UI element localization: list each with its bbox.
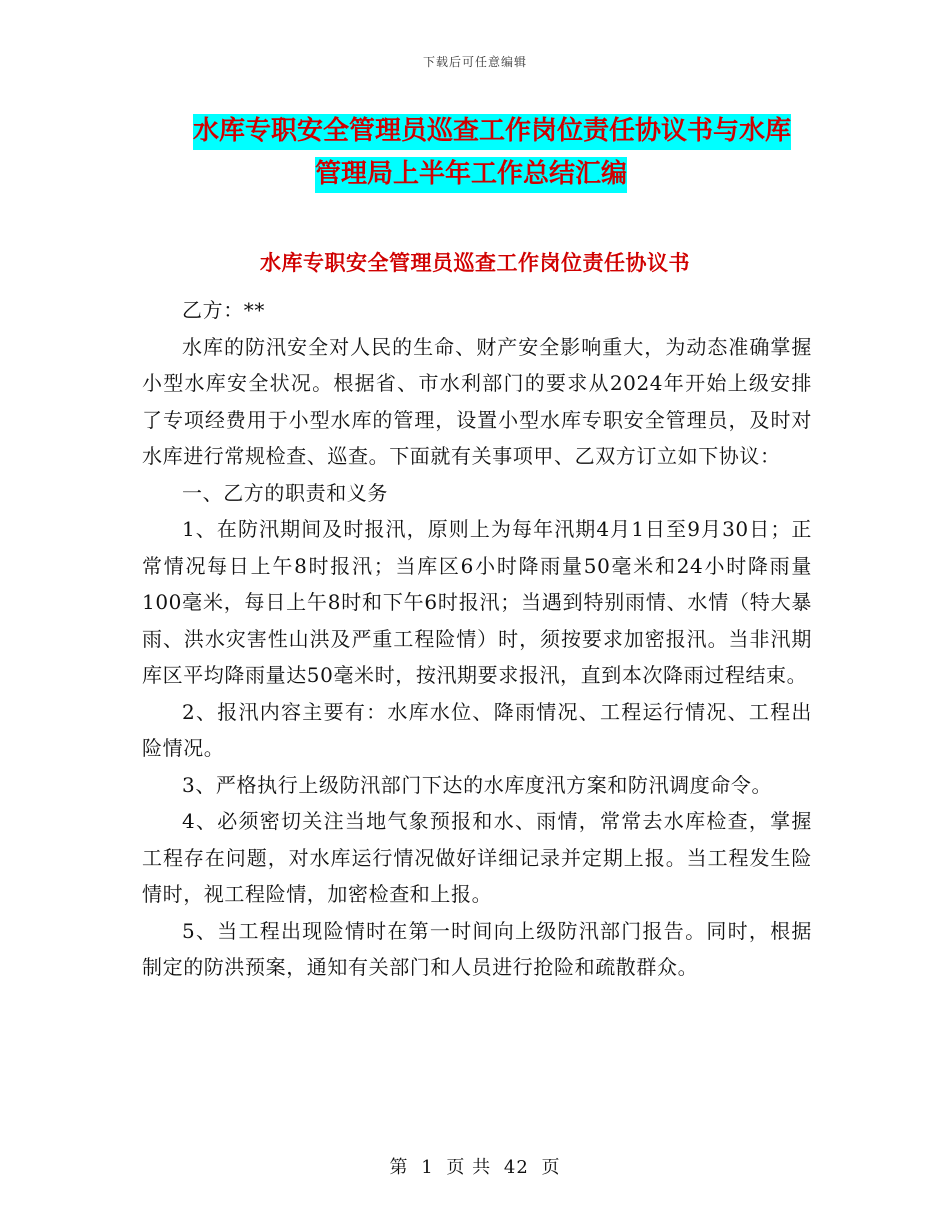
title-line-2 <box>140 153 810 196</box>
title-line-2-text: 管理局上半年工作总结汇编 <box>315 157 627 193</box>
clause-1: 1、在防汛期间及时报汛，原则上为每年汛期4月1日至9月30日；正常情况每日上午8时报汛；当库区6小时降雨量50毫米和24小时降雨量100毫米，每日上午8时和下午6时报汛；当遇到特别雨情、水情（特大暴雨、洪水灾害性山洪及严重工程险情）时，须按要求加密报汛。当非汛期库区平均降雨量达50毫米时，按汛期要求报汛，直到本次降雨过程结束。 <box>142 517 812 687</box>
section-title: 水库专职安全管理员巡查工作岗位责任协议书 <box>260 251 690 275</box>
page-footer <box>0 1153 950 1179</box>
section-heading: 一、乙方的职责和义务 <box>182 480 388 505</box>
paragraph-intro: 水库的防汛安全对人民的生命、财产安全影响重大，为动态准确掌握小型水库安全状况。根据省、市水利部门的要求从2024年开始上级安排了专项经费用于小型水库的管理，设置小型水库专职安全管理员，及时对水库进行常规检查、巡查。下面就有关事项甲、乙双方订立如下协议： <box>142 334 812 468</box>
footer-total-pages: 42 <box>503 1157 529 1178</box>
clause-4: 4、必须密切关注当地气象预报和水、雨情，常常去水库检查，掌握工程存在问题，对水库运行情况做好详细记录并定期上报。当工程发生险情时，视工程险情，加密检查和上报。 <box>142 809 812 906</box>
footer-suffix: 页 <box>541 1157 561 1178</box>
title-line-1 <box>140 110 810 153</box>
clause-2: 2、报汛内容主要有：水库水位、降雨情况、工程运行情况、工程出险情况。 <box>142 699 812 760</box>
footer-page-number: 1 <box>421 1157 434 1178</box>
title-line-1-text: 水库专职安全管理员巡查工作岗位责任协议书与水库 <box>193 114 791 150</box>
clause-5: 5、当工程出现险情时在第一时间向上级防汛部门报告。同时，根据制定的防洪预案，通知有关部门和人员进行抢险和疏散群众。 <box>142 918 812 979</box>
party-b-line: 乙方：** <box>182 298 265 322</box>
header-note: 下载后可任意编辑 <box>422 55 527 69</box>
clause-3: 3、严格执行上级防汛部门下达的水库度汛方案和防汛调度命令。 <box>182 772 773 797</box>
document-title <box>140 110 810 196</box>
footer-prefix: 第 <box>389 1157 409 1178</box>
body-text <box>142 292 812 986</box>
footer-middle: 页 共 <box>446 1157 492 1178</box>
